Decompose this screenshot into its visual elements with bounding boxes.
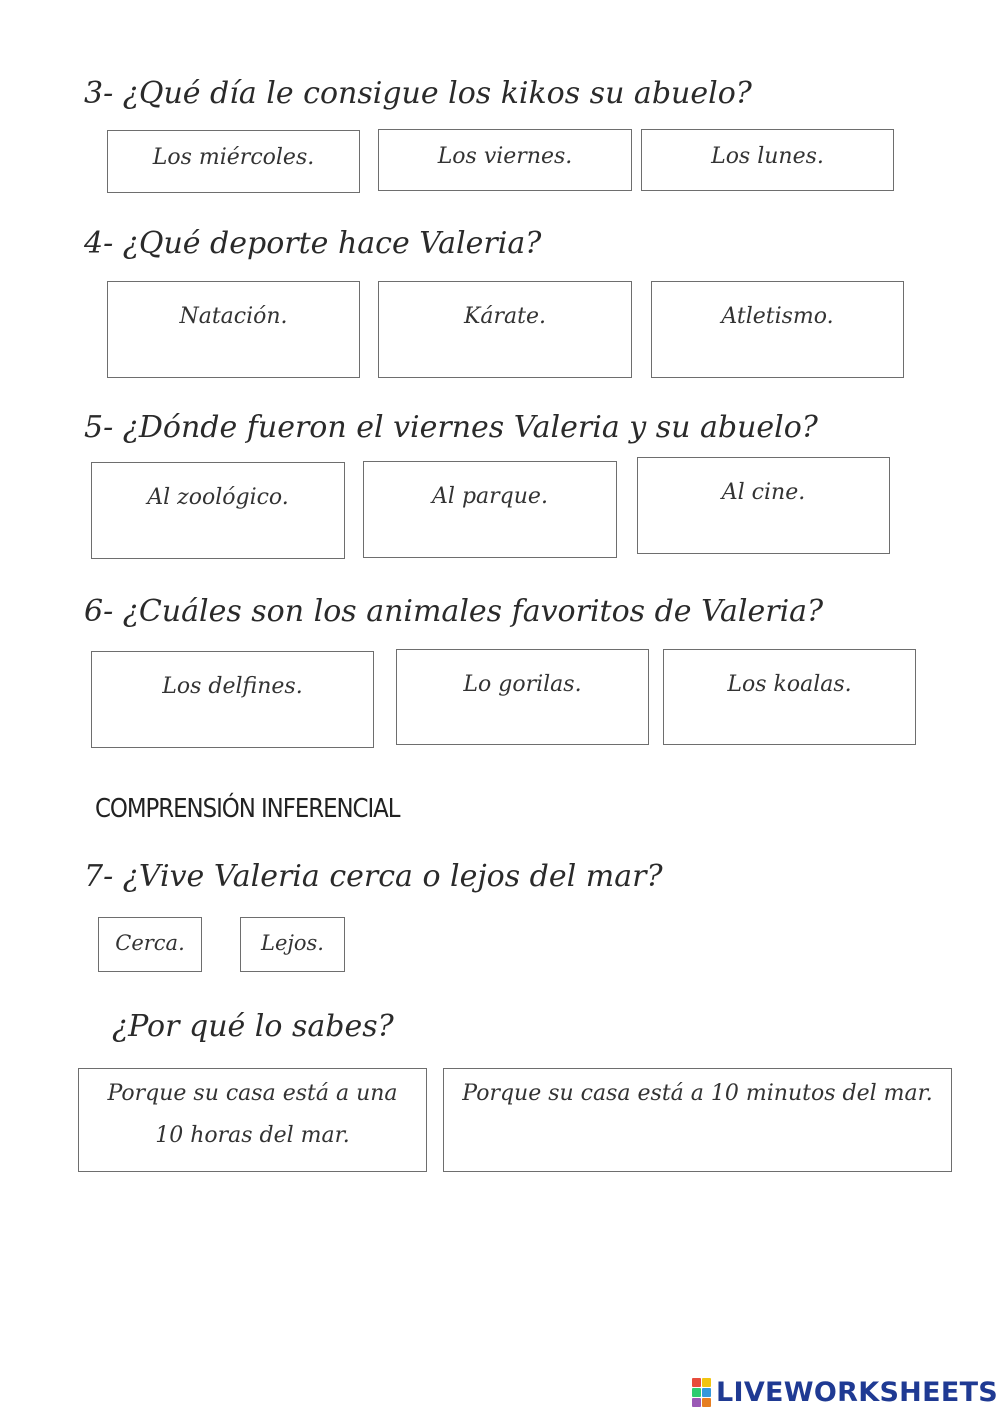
q4-option-2[interactable]: Kárate. [378,281,632,378]
q3-option-1[interactable]: Los miércoles. [107,130,360,193]
q6-option-3[interactable]: Los koalas. [663,649,916,745]
q7-option-2[interactable]: Lejos. [240,917,345,972]
question-5-text: 5- ¿Dónde fueron el viernes Valeria y su abuelo? [84,410,818,445]
brand-name: LIVEWORKSHEETS [716,1376,999,1408]
liveworksheets-logo-icon [692,1378,712,1406]
q3-option-3[interactable]: Los lunes. [641,129,894,191]
q5-option-1[interactable]: Al zoológico. [91,462,345,559]
why-question-text: ¿Por qué lo sabes? [112,1009,394,1044]
q4-option-3[interactable]: Atletismo. [651,281,904,378]
q5-option-3[interactable]: Al cine. [637,457,890,554]
section-title: COMPRENSIÓN INFERENCIAL [95,794,400,824]
question-3-text: 3- ¿Qué día le consigue los kikos su abuelo? [84,76,752,111]
liveworksheets-brand [692,1372,998,1412]
logo-square-3 [692,1388,701,1397]
why-option-2[interactable]: Porque su casa está a 10 minutos del mar. [443,1068,952,1172]
question-4-text: 4- ¿Qué deporte hace Valeria? [84,226,542,261]
logo-square-5 [692,1398,701,1407]
logo-square-6 [702,1398,711,1407]
q7-option-1[interactable]: Cerca. [98,917,202,972]
question-6-text: 6- ¿Cuáles son los animales favoritos de Valeria? [84,594,824,629]
q6-option-1[interactable]: Los delfines. [91,651,374,748]
logo-square-1 [692,1378,701,1387]
why-option-1[interactable]: Porque su casa está a una 10 horas del mar. [78,1068,427,1172]
q6-option-2[interactable]: Lo gorilas. [396,649,649,745]
logo-square-2 [702,1378,711,1387]
question-7-text: 7- ¿Vive Valeria cerca o lejos del mar? [84,859,663,894]
q5-option-2[interactable]: Al parque. [363,461,617,558]
q4-option-1[interactable]: Natación. [107,281,360,378]
q3-option-2[interactable]: Los viernes. [378,129,632,191]
logo-square-4 [702,1388,711,1397]
